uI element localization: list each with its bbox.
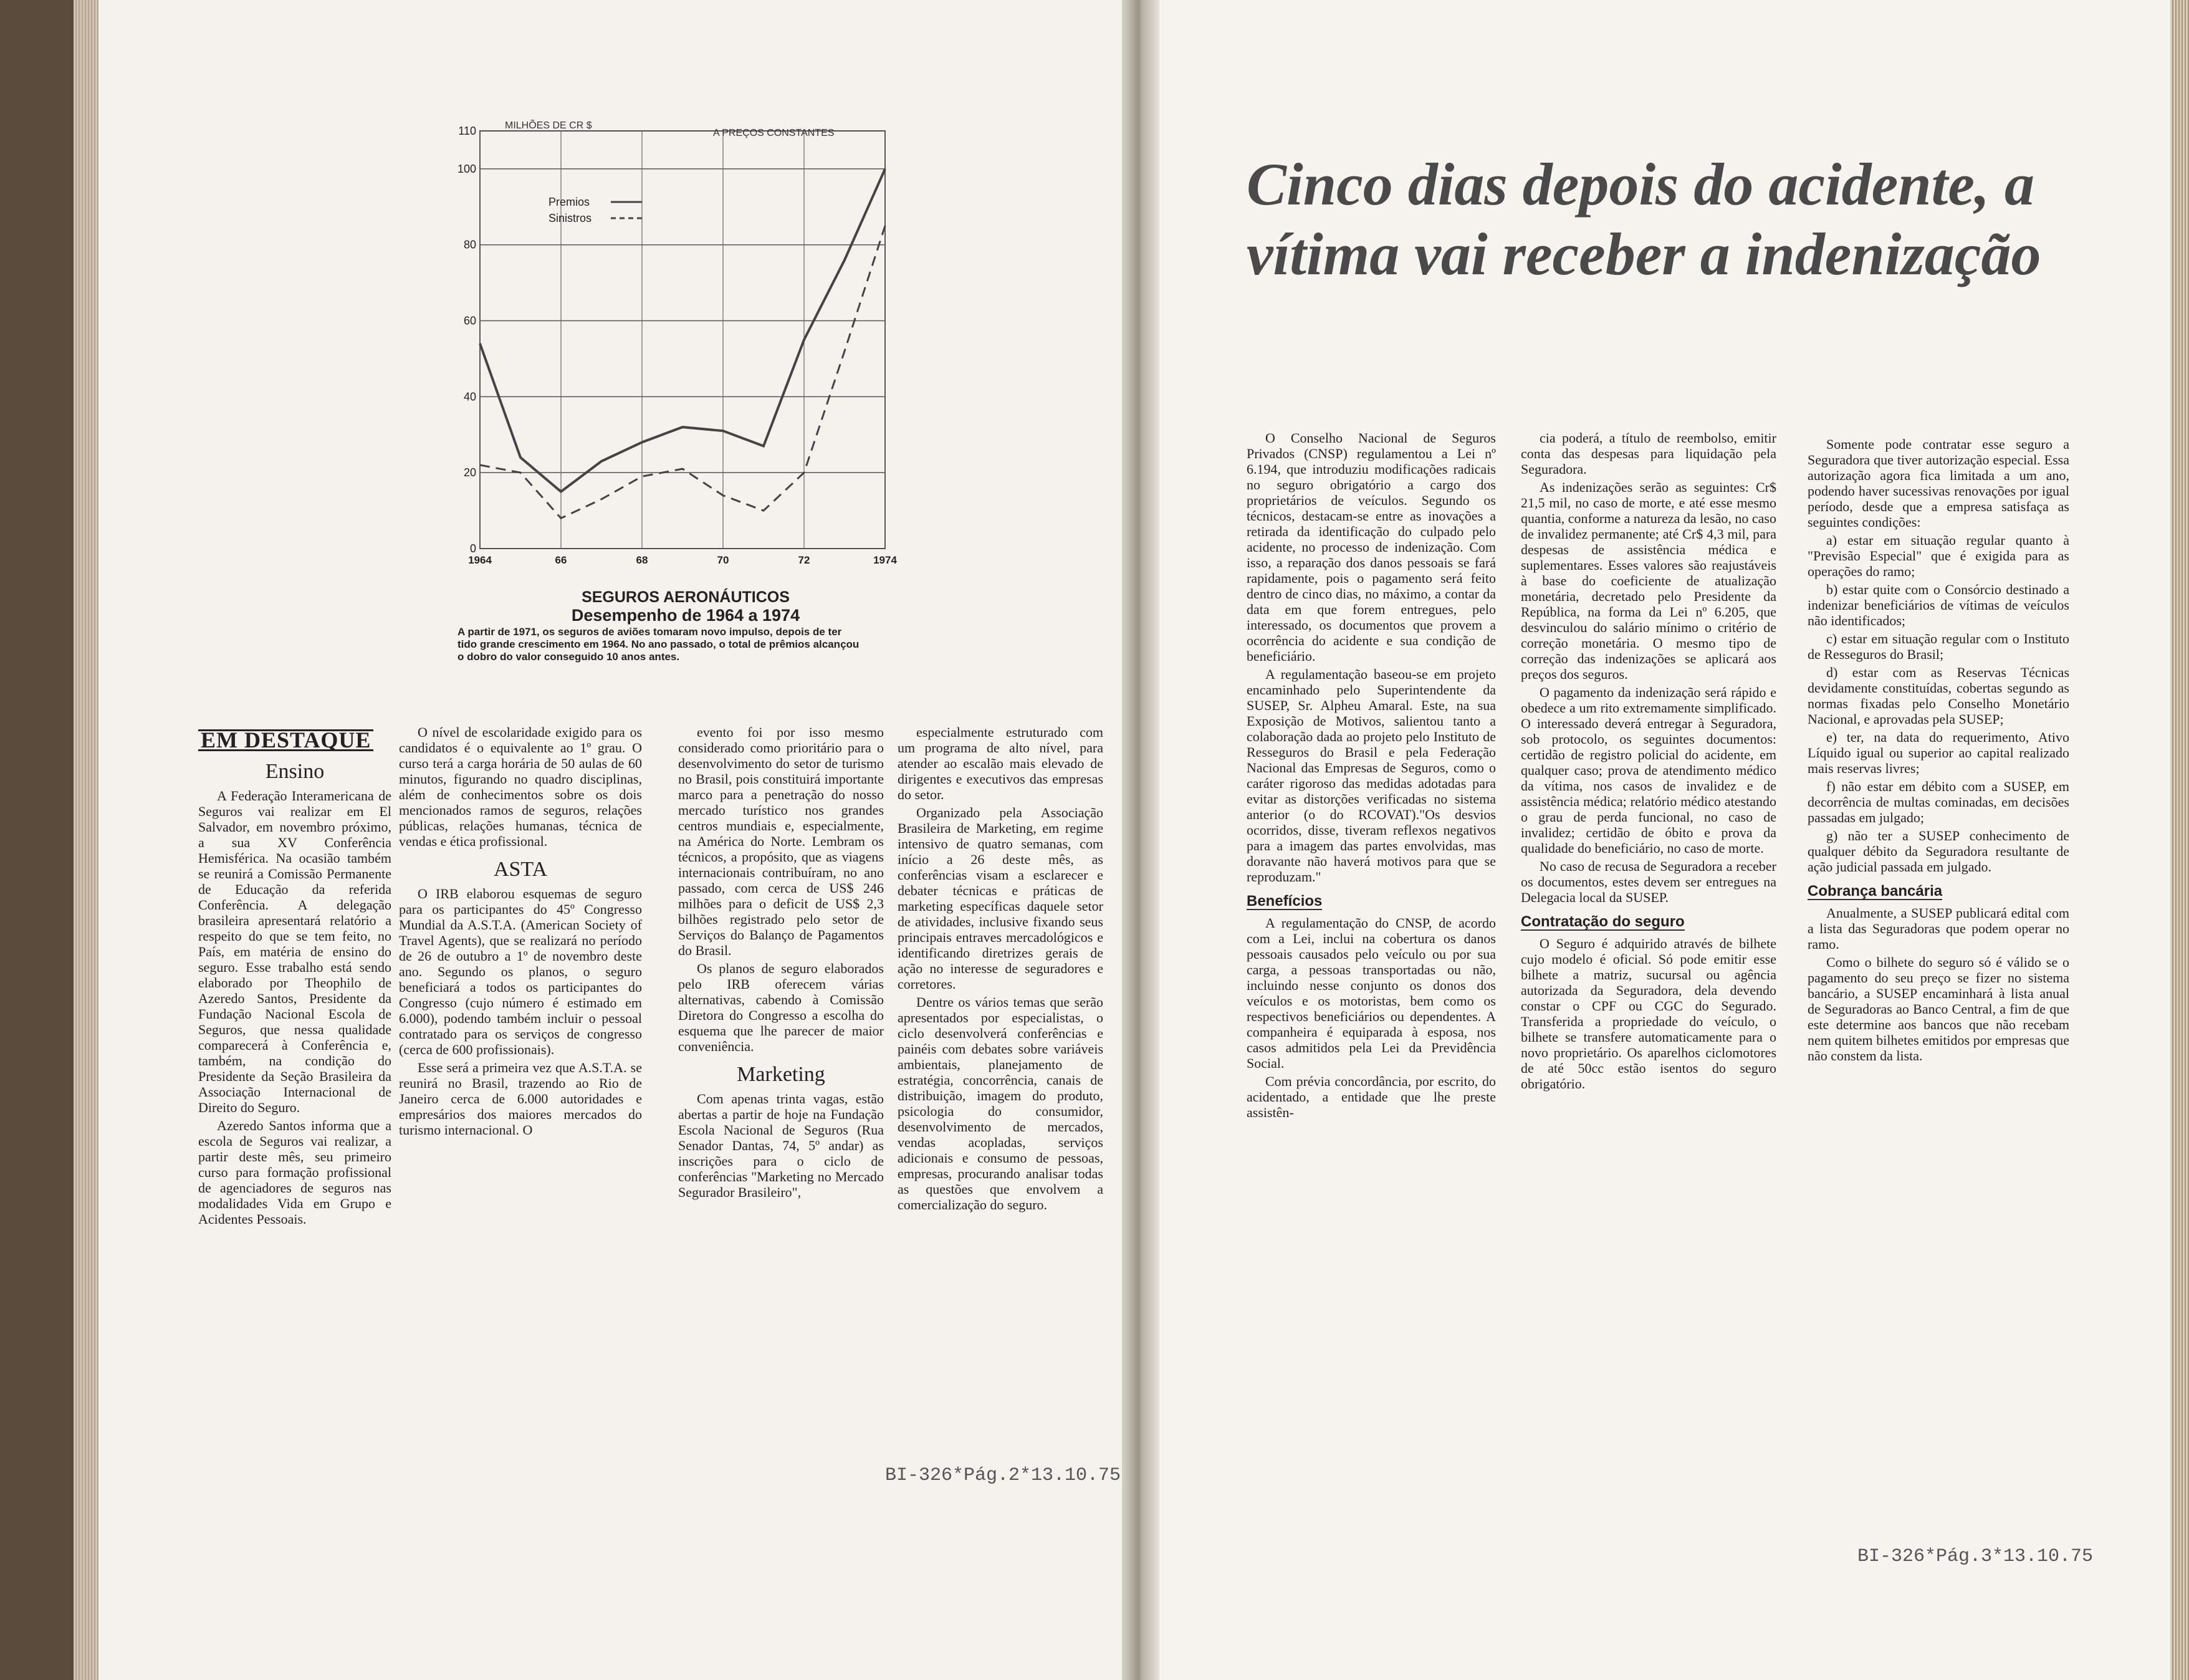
right-page-footer: BI-326*Pág.3*13.10.75 xyxy=(1857,1546,2094,1567)
y-tick-label: 80 xyxy=(463,238,476,251)
right-page-edge xyxy=(2170,0,2189,1680)
paragraph: Anualmente, a SUSEP publicará edital com a lista das Seguradoras que podem operar no ramo. xyxy=(1808,905,2069,952)
ensino-title: Ensino xyxy=(265,760,325,783)
paragraph: Com prévia concordância, por escrito, do acidentado, a entidade que lhe preste assistên- xyxy=(1247,1073,1496,1120)
right-col-1 xyxy=(1247,430,1496,1123)
right-headline: Cinco dias depois do acidente, a vítima vai receber a indenização xyxy=(1247,151,2041,287)
left-col-3-body-b xyxy=(678,1091,884,1200)
chart-lines xyxy=(480,169,885,518)
right-col-2 xyxy=(1521,430,1776,1094)
paragraph: especialmente estruturado com um programa de alto nível, para atender ao escalão mais elevado de dirigentes e executivos das empresas do setor. xyxy=(898,724,1103,802)
paragraph: O IRB elaborou esquemas de seguro para os participantes do 45º Congresso Mundial da A.S.T.A. (American Society of Travel Agents), que se realizará no período de 26 de outubro a 1º de novembro deste ano. Segundo os planos, o seguro beneficiará a todos os participantes do Congresso (cujo número é estimado em 6.000), podendo também incluir o pessoal contratado para os serviços de congresso (cerca de 600 profissionais). xyxy=(399,886,642,1057)
paragraph: evento foi por isso mesmo considerado como prioritário para o desenvolvimento do setor de turismo no Brasil, pois constituirá importante marco para a penetração do nosso mercado turístico nos grandes centros mundiais e, especialmente, na América do Norte. Lembram os técnicos, a propósito, que as viagens internacionais contribuíram, no ano passado, com cerca de US$ 246 milhões para o deficit de US$ 2,3 bilhões registrado pelo setor de Serviços do Balanço de Pagamentos do Brasil. xyxy=(678,724,884,958)
paragraph: A Federação Interamericana de Seguros vai realizar em El Salvador, em novembro próximo, a sua XV Conferência Hemisférica. Na ocasião também se reunirá a Comissão Permanente de Educação da referida Conferência. A delegação brasileira apresentará relatório a respeito do que se tem feito, no País, em matéria de ensino do seguro. Esse trabalho está sendo elaborado por Theophilo de Azeredo Santos, Presidente da Fundação Nacional Escola de Seguros, que nessa qualidade comparecerá à Conferência e, também, na condição do Presidente da Seção Brasileira da Associação Internacional de Direito do Seguro. xyxy=(198,788,391,1115)
y-tick-label: 60 xyxy=(463,314,476,327)
paragraph: Os planos de seguro elaborados pelo IRB oferecem várias alternativas, cabendo à Comissão Diretora do Congresso a escolha do esquema que lhe parecer de maior conveniência. xyxy=(678,961,884,1054)
chart-grid xyxy=(480,131,885,549)
marketing-title: Marketing xyxy=(737,1063,825,1086)
left-col-2-body-b xyxy=(399,886,642,1138)
beneficios-title: Benefícios xyxy=(1247,893,1323,910)
paragraph: Dentre os vários temas que serão apresentados por especialistas, o ciclo desenvolverá conferências e painéis com debates sobre variáveis ambientais, planejamento de estratégia, concorrência, canais de distribuição, imagem do produto, psicologia do consumidor, desenvolvimento de mercados, vendas acopladas, serviços adicionais e consumo de pessoas, empresas, procurando analisar todas as questões que envolvem a comercialização do seguro. xyxy=(898,994,1103,1212)
paragraph: a) estar em situação regular quanto à "Previsão Especial" que é exigida para as operações do ramo; xyxy=(1808,532,2069,579)
paragraph: Como o bilhete do seguro só é válido se o pagamento do seu preço se fizer no sistema bancário, a SUSEP encaminhará à lista anual de Seguradoras ao Banco Central, a fim de que este determine aos bancos que não recebam nem quitem bilhetes emitidos por empresas que não constem da lista. xyxy=(1808,954,2069,1063)
left-col-4-body xyxy=(898,724,1103,1212)
aviation-insurance-chart xyxy=(455,118,904,567)
paragraph: c) estar em situação regular com o Instituto de Resseguros do Brasil; xyxy=(1808,631,2069,662)
right-col-1-body-b xyxy=(1247,915,1496,1120)
legend-label: Premios xyxy=(548,196,590,208)
chart-frame xyxy=(480,131,885,549)
paragraph: f) não estar em débito com a SUSEP, em decorrência de multas cominadas, em decisões passadas em julgado; xyxy=(1808,779,2069,825)
paragraph: e) ter, na data do requerimento, Ativo Líquido igual ou superior ao capital realizado mais reservas livres; xyxy=(1808,729,2069,776)
left-col-3 xyxy=(678,724,884,1202)
paragraph: Esse será a primeira vez que A.S.T.A. se reunirá no Brasil, trazendo ao Rio de Janeiro cerca de 6.000 autoridades e empresários dos maiores mercados do turismo internacional. O xyxy=(399,1060,642,1138)
paragraph: O Conselho Nacional de Seguros Privados (CNSP) regulamentou a Lei nº 6.194, que introduziu modificações radicais no seguro obrigatório a cargo dos proprietários de veículos. Segundo os técnicos, destacam-se entre as inovações a retirada da identificação do culpado pelo acidente, no processo de indenização. Com isso, a reparação dos danos pessoais se fará rapidamente, pois o pagamento será feito dentro de cinco dias, no máximo, a contar da data em que forem entregues, pelo interessado, os documentos que provem a ocorrência do acidente e sua condição de beneficiário. xyxy=(1247,430,1496,664)
paragraph: O nível de escolaridade exigido para os candidatos é o equivalente ao 1º grau. O curso terá a carga horária de 50 aulas de 60 minutos, figurando no quadro disciplinas, além de conhecimentos sobre os dois mencionados ramos de seguros, relações públicas, relações humanas, técnica de vendas e ética profissional. xyxy=(399,724,642,849)
left-col-1-body xyxy=(198,788,391,1227)
em-destaque-header: EM DESTAQUE xyxy=(198,729,373,751)
paragraph: g) não ter a SUSEP conhecimento de qualquer débito da Seguradora resultante de ação judicial passada em julgado. xyxy=(1808,828,2069,875)
chart-y-label: MILHÕES DE CR $ xyxy=(505,120,592,131)
y-tick-label: 40 xyxy=(463,390,476,403)
x-tick-label: 70 xyxy=(717,554,729,566)
paragraph: Somente pode contratar esse seguro a Seguradora que tiver autorização especial. Essa autorização agora fica limitada a um ano, podendo haver sucessivas renovações por igual período, desde que a empresa satisfaça as seguintes condições: xyxy=(1808,436,2069,530)
paragraph: No caso de recusa de Seguradora a receber os documentos, estes devem ser entregues na Delegacia local da SUSEP. xyxy=(1521,858,1776,905)
paragraph: As indenizações serão as seguintes: Cr$ 21,5 mil, no caso de morte, e até esse mesmo quantia, conforme a natureza da lesão, no caso de invalidez permanente; até Cr$ 4,3 mil, para despesas de assistência médica e suplementares. Esses valores são reajustáveis à base do coeficiente de atualização monetária, decretado pelo Presidente da República, na forma da Lei nº 6.205, que desvinculou do salário mínimo o critério de correção monetária. O mesmo tipo de correção das indenizações se aplicará aos preços dos seguros. xyxy=(1521,479,1776,682)
left-col-3-body-a xyxy=(678,724,884,1054)
x-tick-label: 1974 xyxy=(873,554,897,566)
left-col-2-body-a xyxy=(399,724,642,849)
paragraph: Com apenas trinta vagas, estão abertas a partir de hoje na Fundação Escola Nacional de Seguros (Rua Senador Dantas, 74, 5º andar) as inscrições para o ciclo de conferências "Marketing no Mercado Segurador Brasileiro", xyxy=(678,1091,884,1200)
right-col-3 xyxy=(1808,436,2069,1066)
paragraph: Azeredo Santos informa que a escola de Seguros vai realizar, a partir deste mês, seu primeiro curso para formação profissional de agenciadores de seguros nas modalidades Vida em Grupo e Acidentes Pessoais. xyxy=(198,1118,391,1227)
right-col-3-body-b xyxy=(1808,905,2069,1063)
book-spine xyxy=(1122,0,1159,1680)
paragraph: Organizado pela Associação Brasileira de Marketing, em regime intensivo de quatro semanas, com início a 26 deste mês, as conferências visam a esclarecer e debater técnicas e práticas de marketing específicas daquele setor de atividades, inclusive fixando seus principais entraves mercadológicos e identificando diretrizes gerais de ação no interesse de seguradores e corretores. xyxy=(898,805,1103,992)
x-tick-label: 68 xyxy=(636,554,648,566)
left-page-edge xyxy=(74,0,98,1680)
y-tick-label: 110 xyxy=(458,125,476,137)
right-col-3-body-a xyxy=(1808,436,2069,875)
paragraph: A regulamentação do CNSP, de acordo com a Lei, inclui na cobertura os danos pessoais causados pelo veículo ou por sua carga, a pessoas transportadas ou não, incluindo nesse conjunto os donos dos veículos e os motoristas, bem como os respectivos beneficiários ou dependentes. A companheira é equiparada à esposa, nos casos admitidos pela Lei da Previdência Social. xyxy=(1247,915,1496,1071)
cobranca-title: Cobrança bancária xyxy=(1808,883,1943,900)
paragraph: d) estar com as Reservas Técnicas devidamente constituídas, cobertas segundo as normas fixadas pelo Conselho Monetário Nacional, e aprovadas pela SUSEP; xyxy=(1808,665,2069,727)
chart-legend xyxy=(548,196,642,224)
left-col-2 xyxy=(399,724,642,1140)
paragraph: cia poderá, a título de reembolso, emitir conta das despesas para liquidação pela Seguradora. xyxy=(1521,430,1776,477)
x-tick-label: 66 xyxy=(555,554,567,566)
paragraph: O pagamento da indenização será rápido e obedece a um rito extremamente simplificado. O interessado deverá entregar à Seguradora, sob protocolo, os seguintes documentos: certidão de registro policial do acidente, em qualquer caso; prova de atendimento médico da vítima, nos casos de invalidez e de assistência médica; relatório médico atestando o grau de perda funcional, no caso de invalidez; certidão de óbito e prova da qualidade do beneficiário, no caso de morte. xyxy=(1521,684,1776,856)
y-tick-label: 0 xyxy=(469,542,476,555)
contratacao-title: Contratação do seguro xyxy=(1521,913,1685,930)
asta-title: ASTA xyxy=(493,858,548,881)
chart-caption: A partir de 1971, os seguros de aviões tomaram novo impulso, depois de ter tido grande crescimento em 1964. No ano passado, o total de prêmios alcançou o dobro do valor conseguido 10 anos antes. xyxy=(457,626,860,663)
chart-subtitle: Desempenho de 1964 a 1974 xyxy=(571,606,800,625)
series-line-premios xyxy=(480,169,885,492)
chart-x-ticks xyxy=(468,554,897,566)
chart-title: SEGUROS AERONÁUTICOS xyxy=(582,588,790,606)
left-page-footer: BI-326*Pág.2*13.10.75 xyxy=(885,1465,1121,1486)
chart-y-ticks xyxy=(457,125,476,555)
chart-note: A PREÇOS CONSTANTES xyxy=(713,128,835,138)
right-col-2-body-b xyxy=(1521,936,1776,1092)
paragraph: b) estar quite com o Consórcio destinado a indenizar beneficiários de vítimas de veículos não identificados; xyxy=(1808,582,2069,628)
paragraph: A regulamentação baseou-se em projeto encaminhado pelo Superintendente da SUSEP, Sr. Alpheu Amaral. Este, na sua Exposição de Motivos, salientou tanto a colaboração dada ao projeto pelo Instituto de Resseguros do Brasil e pela Federação Nacional das Empresas de Seguros, como o caráter rigoroso das medidas adotadas para evitar as distorções verificadas no sistema anterior (o do RCOVAT)."Os desvios ocorridos, disse, tiveram reflexos negativos para a imagem das partes envolvidas, mas doravante não haverá motivos para que se reproduzam." xyxy=(1247,666,1496,885)
y-tick-label: 100 xyxy=(457,162,476,175)
right-col-1-body-a xyxy=(1247,430,1496,885)
paragraph: O Seguro é adquirido através de bilhete cujo modelo é oficial. Só pode emitir esse bilhete a matriz, sucursal ou agência autorizada da Seguradora, dela devendo constar o CPF ou CGC do Segurado. Transferida a propriedade do veículo, o bilhete se transfere automaticamente para o novo proprietário. Os aparelhos ciclomotores de até 50cc estão isentos do seguro obrigatório. xyxy=(1521,936,1776,1092)
left-col-1 xyxy=(198,729,391,1229)
x-tick-label: 1964 xyxy=(468,554,492,566)
left-col-4 xyxy=(898,724,1103,1215)
legend-label: Sinistros xyxy=(548,212,592,224)
y-tick-label: 20 xyxy=(463,466,476,479)
right-col-2-body-a xyxy=(1521,430,1776,905)
x-tick-label: 72 xyxy=(798,554,810,566)
